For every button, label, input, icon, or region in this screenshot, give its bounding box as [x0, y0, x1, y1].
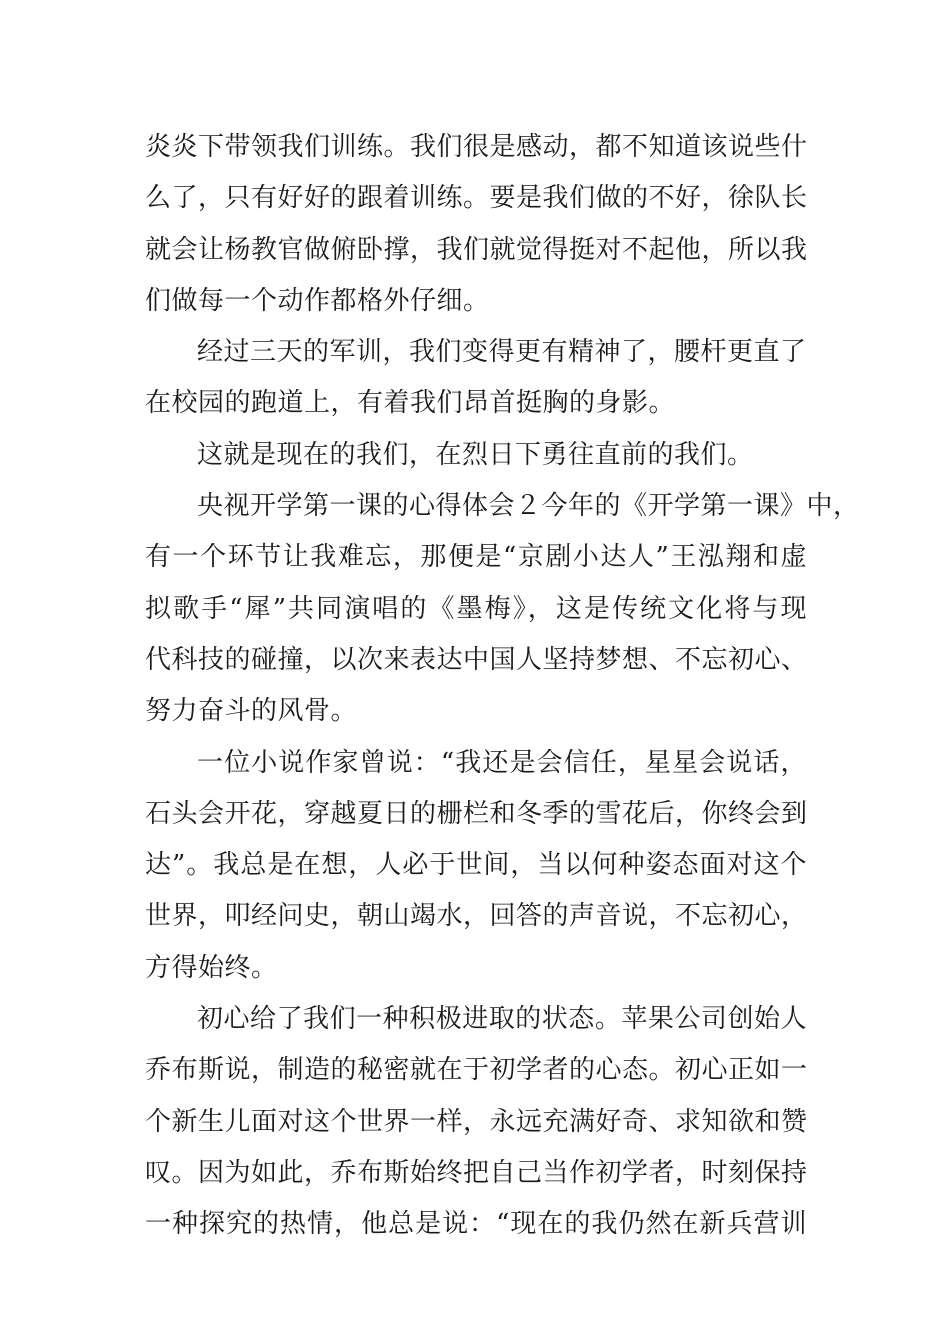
- paragraph: [145, 433, 807, 484]
- text-line: 这就是现在的我们，在烈日下勇往直前的我们。: [197, 439, 754, 470]
- text-line: 一种探究的热情，他总是说：“现在的我仍然在新兵营训: [145, 1209, 807, 1240]
- text-line: 世界，叩经问史，朝山竭水，回答的声音说，不忘初心，: [145, 901, 808, 932]
- text-line: 叹。因为如此，乔布斯始终把自己当作初学者，时刻保持: [145, 1157, 808, 1188]
- paragraph: [145, 125, 807, 330]
- paragraph: [145, 997, 807, 1253]
- paragraph: [145, 330, 807, 433]
- text-line: 炎炎下带领我们训练。我们很是感动，都不知道该说些什: [145, 132, 808, 162]
- document-body: [145, 125, 860, 1254]
- text-line: 方得始终。: [145, 952, 278, 983]
- text-line: 央视开学第一课的心得体会２今年的《开学第一课》中，: [197, 491, 860, 522]
- text-line: 石头会开花，穿越夏日的栅栏和冬季的雪花后，你终会到: [145, 798, 808, 829]
- text-line: 个新生儿面对这个世界一样，永远充满好奇、求知欲和赞: [145, 1106, 808, 1137]
- text-line: 就会让杨教官做俯卧撑，我们就觉得挺对不起他，所以我: [145, 234, 808, 265]
- text-line: 在校园的跑道上，有着我们昂首挺胸的身影。: [145, 388, 676, 419]
- paragraph: [145, 741, 807, 997]
- text-line: 一位小说作家曾说：“我还是会信任，星星会说话，: [197, 747, 807, 778]
- paragraph: [145, 484, 860, 740]
- text-line: 初心给了我们一种积极进取的状态。苹果公司创始人: [197, 1004, 807, 1035]
- text-line: 么了，只有好好的跟着训练。要是我们做的不好，徐队长: [145, 183, 808, 214]
- text-line: 达”。我总是在想，人必于世间，当以何种姿态面对这个: [145, 850, 807, 881]
- text-line: 努力奋斗的风骨。: [145, 696, 358, 727]
- text-line: 有一个环节让我难忘，那便是“京剧小达人”王泓翔和虚: [145, 542, 807, 573]
- text-line: 代科技的碰撞，以次来表达中国人坚持梦想、不忘初心、: [145, 644, 808, 675]
- text-line: 乔布斯说，制造的秘密就在于初学者的心态。初心正如一: [145, 1055, 808, 1086]
- text-line: 们做每一个动作都格外仔细。: [145, 285, 490, 316]
- text-line: 拟歌手“犀”共同演唱的《墨梅》，这是传统文化将与现: [145, 593, 807, 624]
- text-line: 经过三天的军训，我们变得更有精神了，腰杆更直了: [197, 337, 807, 368]
